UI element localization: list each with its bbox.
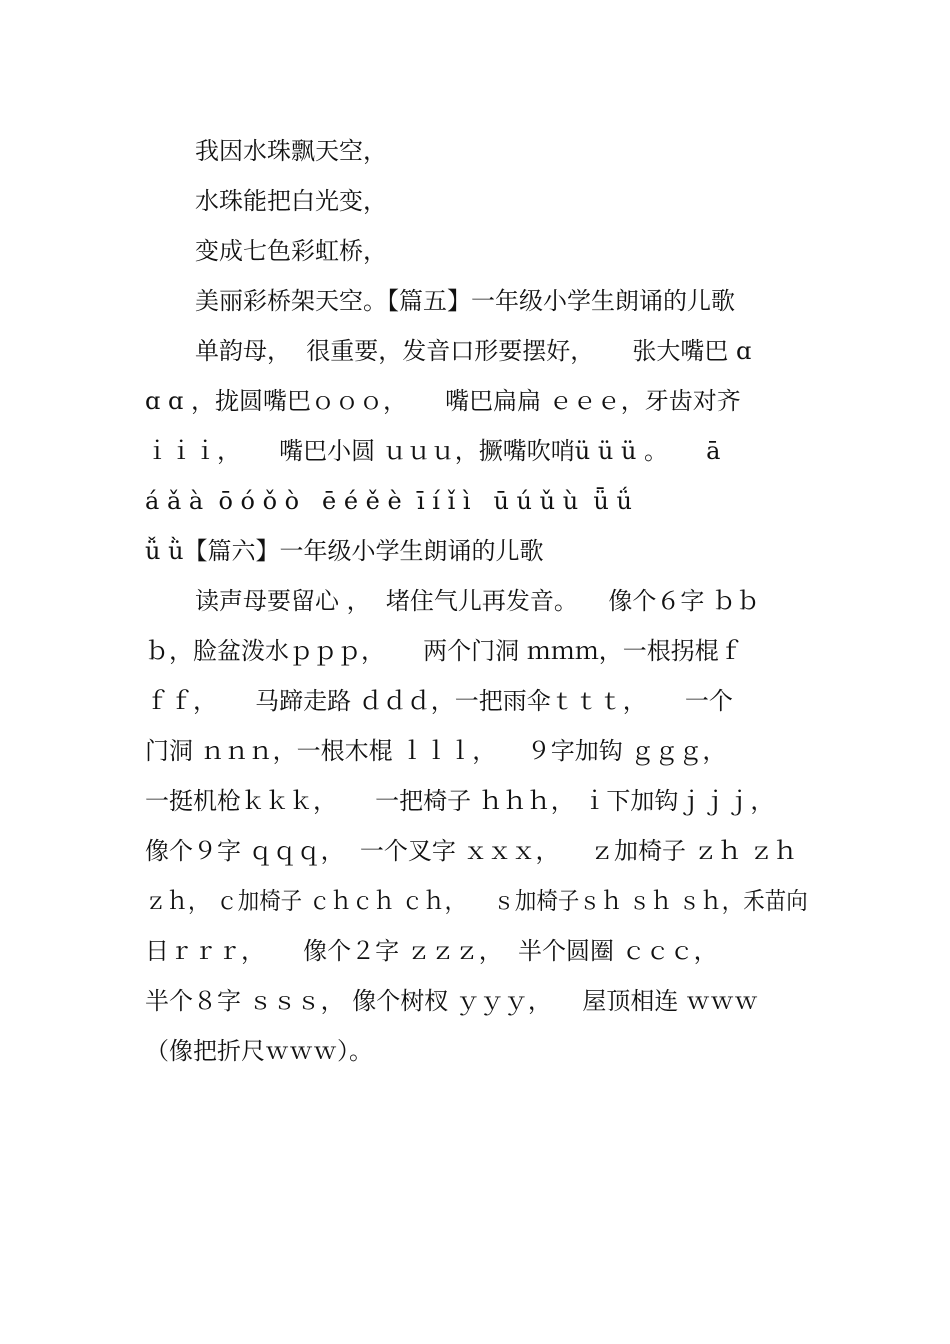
- text-line: 半个８字 ｓｓｓ， 像个树杈 ｙｙｙ， 屋顶相连 ｗｗｗ: [145, 987, 759, 1015]
- text-line: 变成七色彩虹桥，: [195, 237, 387, 265]
- text-line: 我因水珠飘天空，: [195, 137, 387, 165]
- text-line: ǚ ǜ【篇六】一年级小学生朗诵的儿歌: [145, 537, 544, 565]
- text-line: ｆｆ， 马蹄走路 ｄｄｄ，一把雨伞ｔｔｔ， 一个: [145, 687, 733, 715]
- text-line: 门洞 ｎｎｎ，一根木棍 ｌｌｌ， ９字加钩 ｇｇｇ，: [145, 737, 727, 765]
- text-line: ｉｉｉ， 嘴巴小圆 ｕｕｕ，撅嘴吹哨ü ü ü 。 ā: [145, 437, 721, 465]
- text-line: 像个９字 ｑｑｑ， 一个叉字 ｘｘｘ， ｚ加椅子 ｚｈ ｚｈ: [145, 837, 798, 865]
- text-line: 读声母要留心 ， 堵住气儿再发音。 像个６字 ｂｂ: [195, 587, 761, 615]
- text-line: á ǎ à ō ó ǒ ò ē é ě è ī í ǐ ì ū ú ǔ ù ǖ ǘ: [145, 487, 632, 515]
- text-line: （像把折尺ｗｗｗ）。: [145, 1037, 373, 1065]
- text-line: ɑ ɑ ，拢圆嘴巴ｏｏｏ， 嘴巴扁扁 ｅｅｅ，牙齿对齐: [145, 387, 741, 415]
- text-line: 日ｒｒｒ， 像个２字 ｚｚｚ， 半个圆圈 ｃｃｃ，: [145, 937, 718, 965]
- text-line: 美丽彩桥架天空。【篇五】一年级小学生朗诵的儿歌: [195, 287, 735, 315]
- text-line: 水珠能把白光变，: [195, 187, 387, 215]
- text-line: ｚｈ， ｃ加椅子 ｃｈｃｈ ｃｈ， ｓ加椅子ｓｈ ｓｈ ｓｈ，禾苗向: [145, 887, 808, 915]
- text-line: 一挺机枪ｋｋｋ， 一把椅子 ｈｈｈ， ｉ下加钩ｊｊｊ，: [145, 787, 775, 815]
- text-line: ｂ，脸盆泼水ｐｐｐ， 两个门洞 ｍｍｍ，一根拐棍ｆ: [145, 637, 743, 665]
- text-line: 单韵母， 很重要，发音口形要摆好， 张大嘴巴 ɑ: [195, 337, 752, 365]
